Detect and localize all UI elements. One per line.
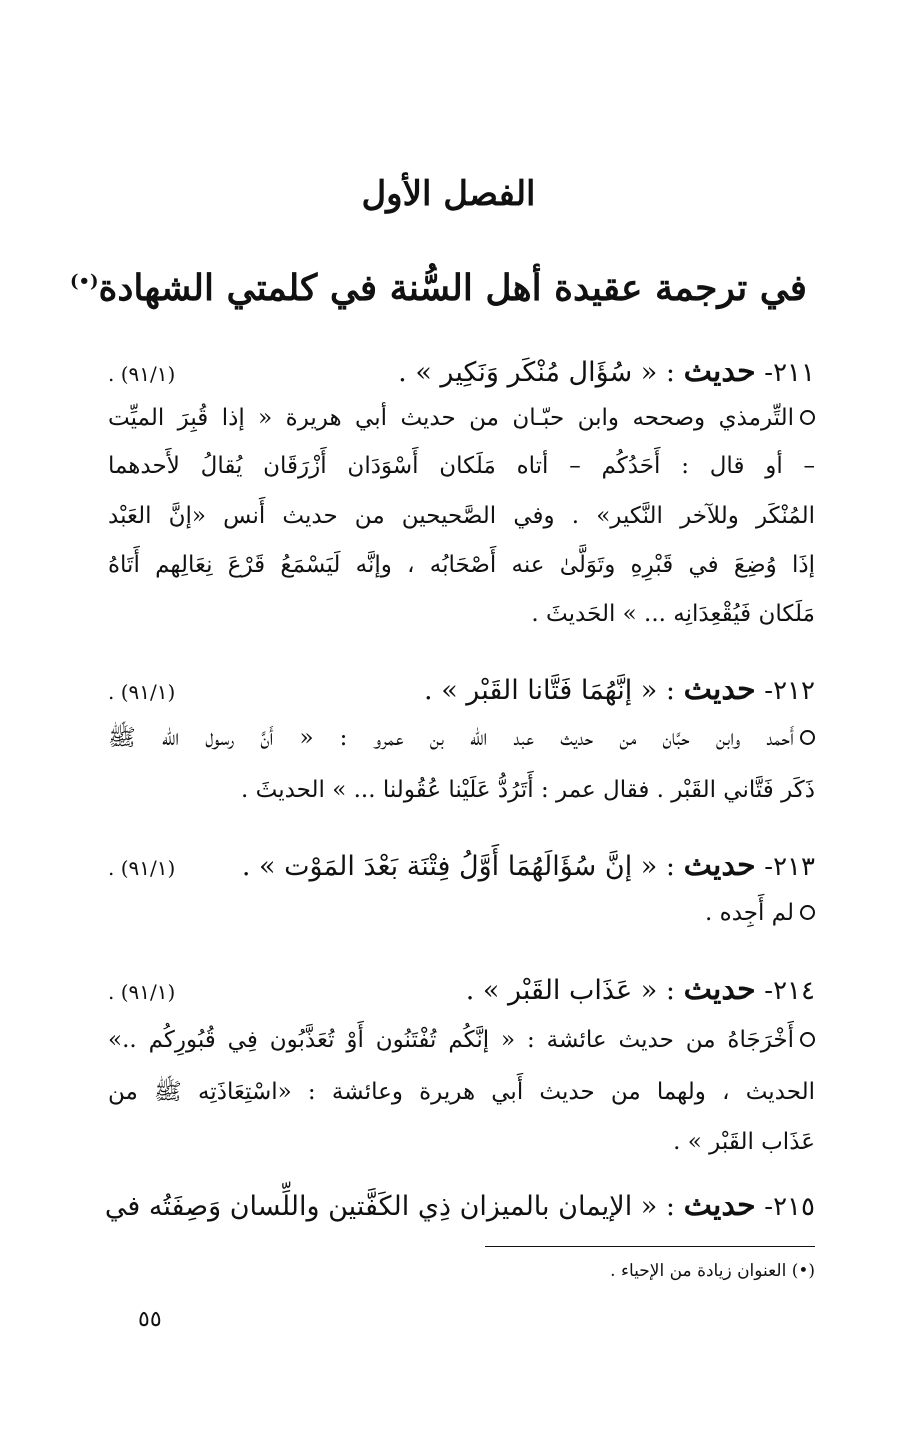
hadith-heading-214 — [108, 968, 815, 1013]
commentary-line: عَذَاب القَبْر » . — [673, 1129, 815, 1155]
commentary-line: لم أَجِده . — [108, 893, 815, 933]
hadith-reference: (٩١/١) . — [108, 980, 176, 1004]
hadith-heading-215 — [104, 1184, 815, 1229]
hadith-heading-211 — [108, 350, 815, 395]
footnote-divider — [485, 1246, 815, 1247]
hadith-number: ٢١٥- — [764, 1192, 815, 1222]
hadith-keyword: حديث — [683, 848, 756, 883]
circle-bullet-icon — [800, 730, 815, 745]
hadith-reference: (٩١/١) . — [108, 362, 176, 386]
section-title-text: في ترجمة عقيدة أهل السُّنة في كلمتي الشهادة — [98, 267, 807, 309]
commentary-line: إذَا وُضِعَ في قَبْرِهِ وتَوَلَّىٰ عنه أَصْحَابُه ، وإنَّه لَيَسْمَعُ قَرْعَ نِعَالِهم أَتَاهُ — [108, 552, 815, 578]
section-title-marker: (•) — [69, 271, 99, 292]
commentary-line: أَحمد وابن حبَّان من حديث عبد الله بن عمرو : « أَنَّ رسول الله ﷺ — [108, 718, 815, 758]
hadith-keyword: حديث — [683, 354, 756, 389]
commentary-line: الحديث ، ولهما من حديث أَبي هريرة وعائشة : «اسْتِعَاذَتِه ﷺ من — [108, 1079, 815, 1105]
circle-bullet-icon — [800, 1032, 815, 1047]
hadith-text: : « سُؤَال مُنْكَر وَنَكِير » . — [398, 357, 675, 388]
hadith-text: : « إنَّهُمَا فَتَّانا القَبْر » . — [424, 675, 675, 706]
chapter-title: الفصل الأول — [361, 174, 536, 214]
hadith-heading-213 — [108, 844, 815, 889]
commentary-line: أَخْرَجَاهُ من حديث عائشة : « إنَّكُم تُفْتَنُون أَوْ تُعَذَّبُون فِي قُبُورِكُم ..» — [108, 1020, 815, 1060]
hadith-number: ٢١١- — [764, 358, 815, 388]
circle-bullet-icon — [800, 905, 815, 920]
page-number: ٥٥ — [138, 1307, 162, 1332]
commentary-line: ذَكَر فَتَّاني القَبْر . فقال عمر : أَتَرُدُّ عَلَيْنا عُقُولنا ... » الحديثَ . — [241, 777, 815, 803]
hadith-number: ٢١٢- — [764, 676, 815, 706]
hadith-keyword: حديث — [683, 1188, 756, 1223]
hadith-reference: (٩١/١) . — [108, 856, 176, 880]
hadith-number: ٢١٣- — [764, 852, 815, 882]
footnote: (•) العنوان زيادة من الإحياء . — [610, 1261, 815, 1281]
circle-bullet-icon — [800, 410, 815, 425]
hadith-keyword: حديث — [683, 972, 756, 1007]
hadith-text: : « إنَّ سُؤَالَهُمَا أَوَّلُ فِتْنَة بَعْدَ المَوْت » . — [241, 851, 675, 882]
hadith-number: ٢١٤- — [764, 976, 815, 1006]
hadith-reference: (٩١/١) . — [108, 680, 176, 704]
section-title — [69, 258, 807, 312]
hadith-text: : « الإيمان بالميزان ذِي الكَفَّتين واللِّسان وَصِفَتُه في — [104, 1191, 675, 1222]
commentary-line: – أو قال : أَحَدُكُم – أتاه مَلَكان أَسْوَدَان أَزْرَقَان يُقالُ لأَحدهما — [108, 453, 815, 479]
hadith-text: : « عَذَاب القَبْر » . — [465, 975, 675, 1006]
commentary-line: المُنْكَر وللآخر النَّكير» . وفي الصَّحيحين من حديث أَنس «إنَّ العَبْد — [108, 503, 815, 529]
commentary-line: مَلَكان فَيُقْعِدَانِه ... » الحَديثَ . — [531, 601, 815, 627]
hadith-heading-212 — [108, 668, 815, 713]
commentary-line: التِّرمذي وصححه وابن حبّـان من حديث أبي هريرة « إذا قُبِرَ الميِّت — [108, 398, 815, 438]
hadith-keyword: حديث — [683, 672, 756, 707]
